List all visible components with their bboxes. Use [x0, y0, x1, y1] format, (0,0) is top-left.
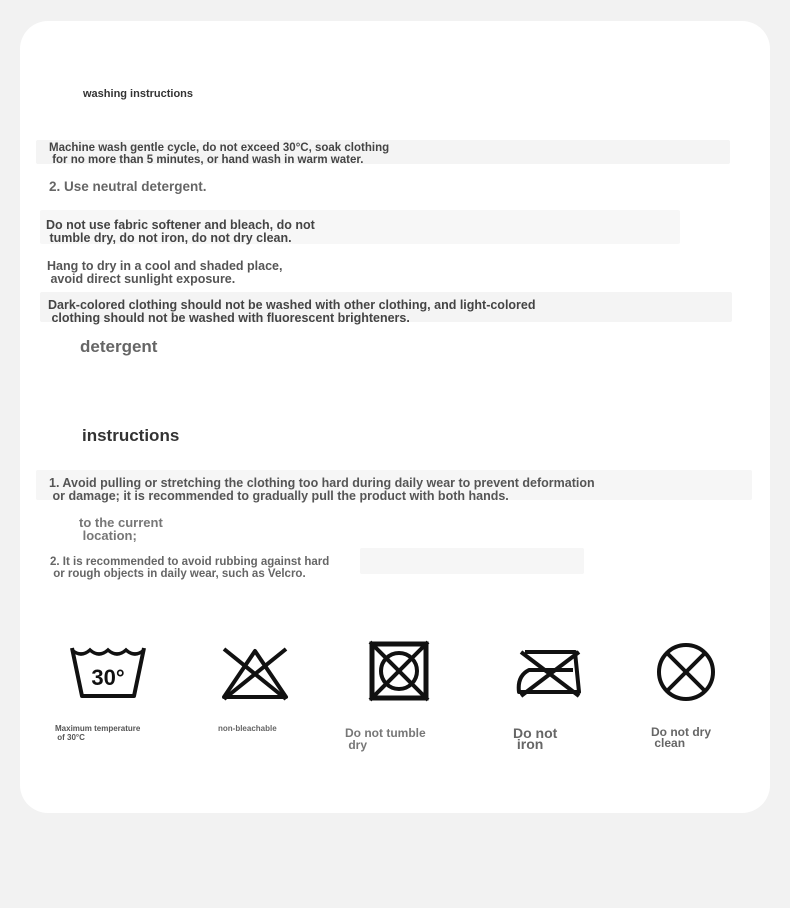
no-tumble-dry-icon	[368, 640, 430, 702]
care-instruction-separate-colors: Dark-colored clothing should not be washed with other clothing, and light-colored clothing should not be washed with fluorescent brighteners.	[48, 298, 536, 325]
wash-30-label: Maximum temperature of 30°C	[55, 724, 141, 742]
no-tumble-dry-label: Do not tumble dry	[345, 726, 426, 752]
wear-instruction-no-pulling: 1. Avoid pulling or stretching the clothing too hard during daily wear to prevent deformation or damage; it is recommended to gradually pull the product with both hands.	[49, 476, 595, 503]
care-instruction-detergent: 2. Use neutral detergent.	[49, 179, 207, 194]
instructions-heading: instructions	[82, 426, 180, 445]
no-bleach-icon	[220, 645, 290, 701]
detergent-heading: detergent	[80, 337, 158, 356]
care-instruction-hang-dry: Hang to dry in a cool and shaded place, avoid direct sunlight exposure.	[47, 259, 283, 286]
no-dry-clean-icon	[654, 642, 718, 702]
wash-30-icon	[70, 644, 146, 700]
wear-instruction-no-rubbing: 2. It is recommended to avoid rubbing against hard or rough objects in daily wear, such as Velcro.	[50, 556, 330, 580]
care-instruction-no-softener: Do not use fabric softener and bleach, do not tumble dry, do not iron, do not dry clean.	[46, 218, 315, 245]
page-title: washing instructions	[83, 88, 194, 100]
no-iron-icon	[515, 648, 583, 700]
wash-temperature-label: 30°	[91, 665, 125, 690]
no-bleach-label: non-bleachable	[218, 724, 277, 733]
wear-location-note: to the current location;	[79, 515, 163, 543]
text-band	[360, 548, 584, 574]
no-dry-clean-label: Do not dry clean	[651, 725, 711, 751]
no-iron-label: Do not iron	[513, 725, 558, 753]
care-instruction-wash: Machine wash gentle cycle, do not exceed 30°C, soak clothing for no more than 5 minutes, or hand wash in warm water.	[49, 142, 390, 166]
